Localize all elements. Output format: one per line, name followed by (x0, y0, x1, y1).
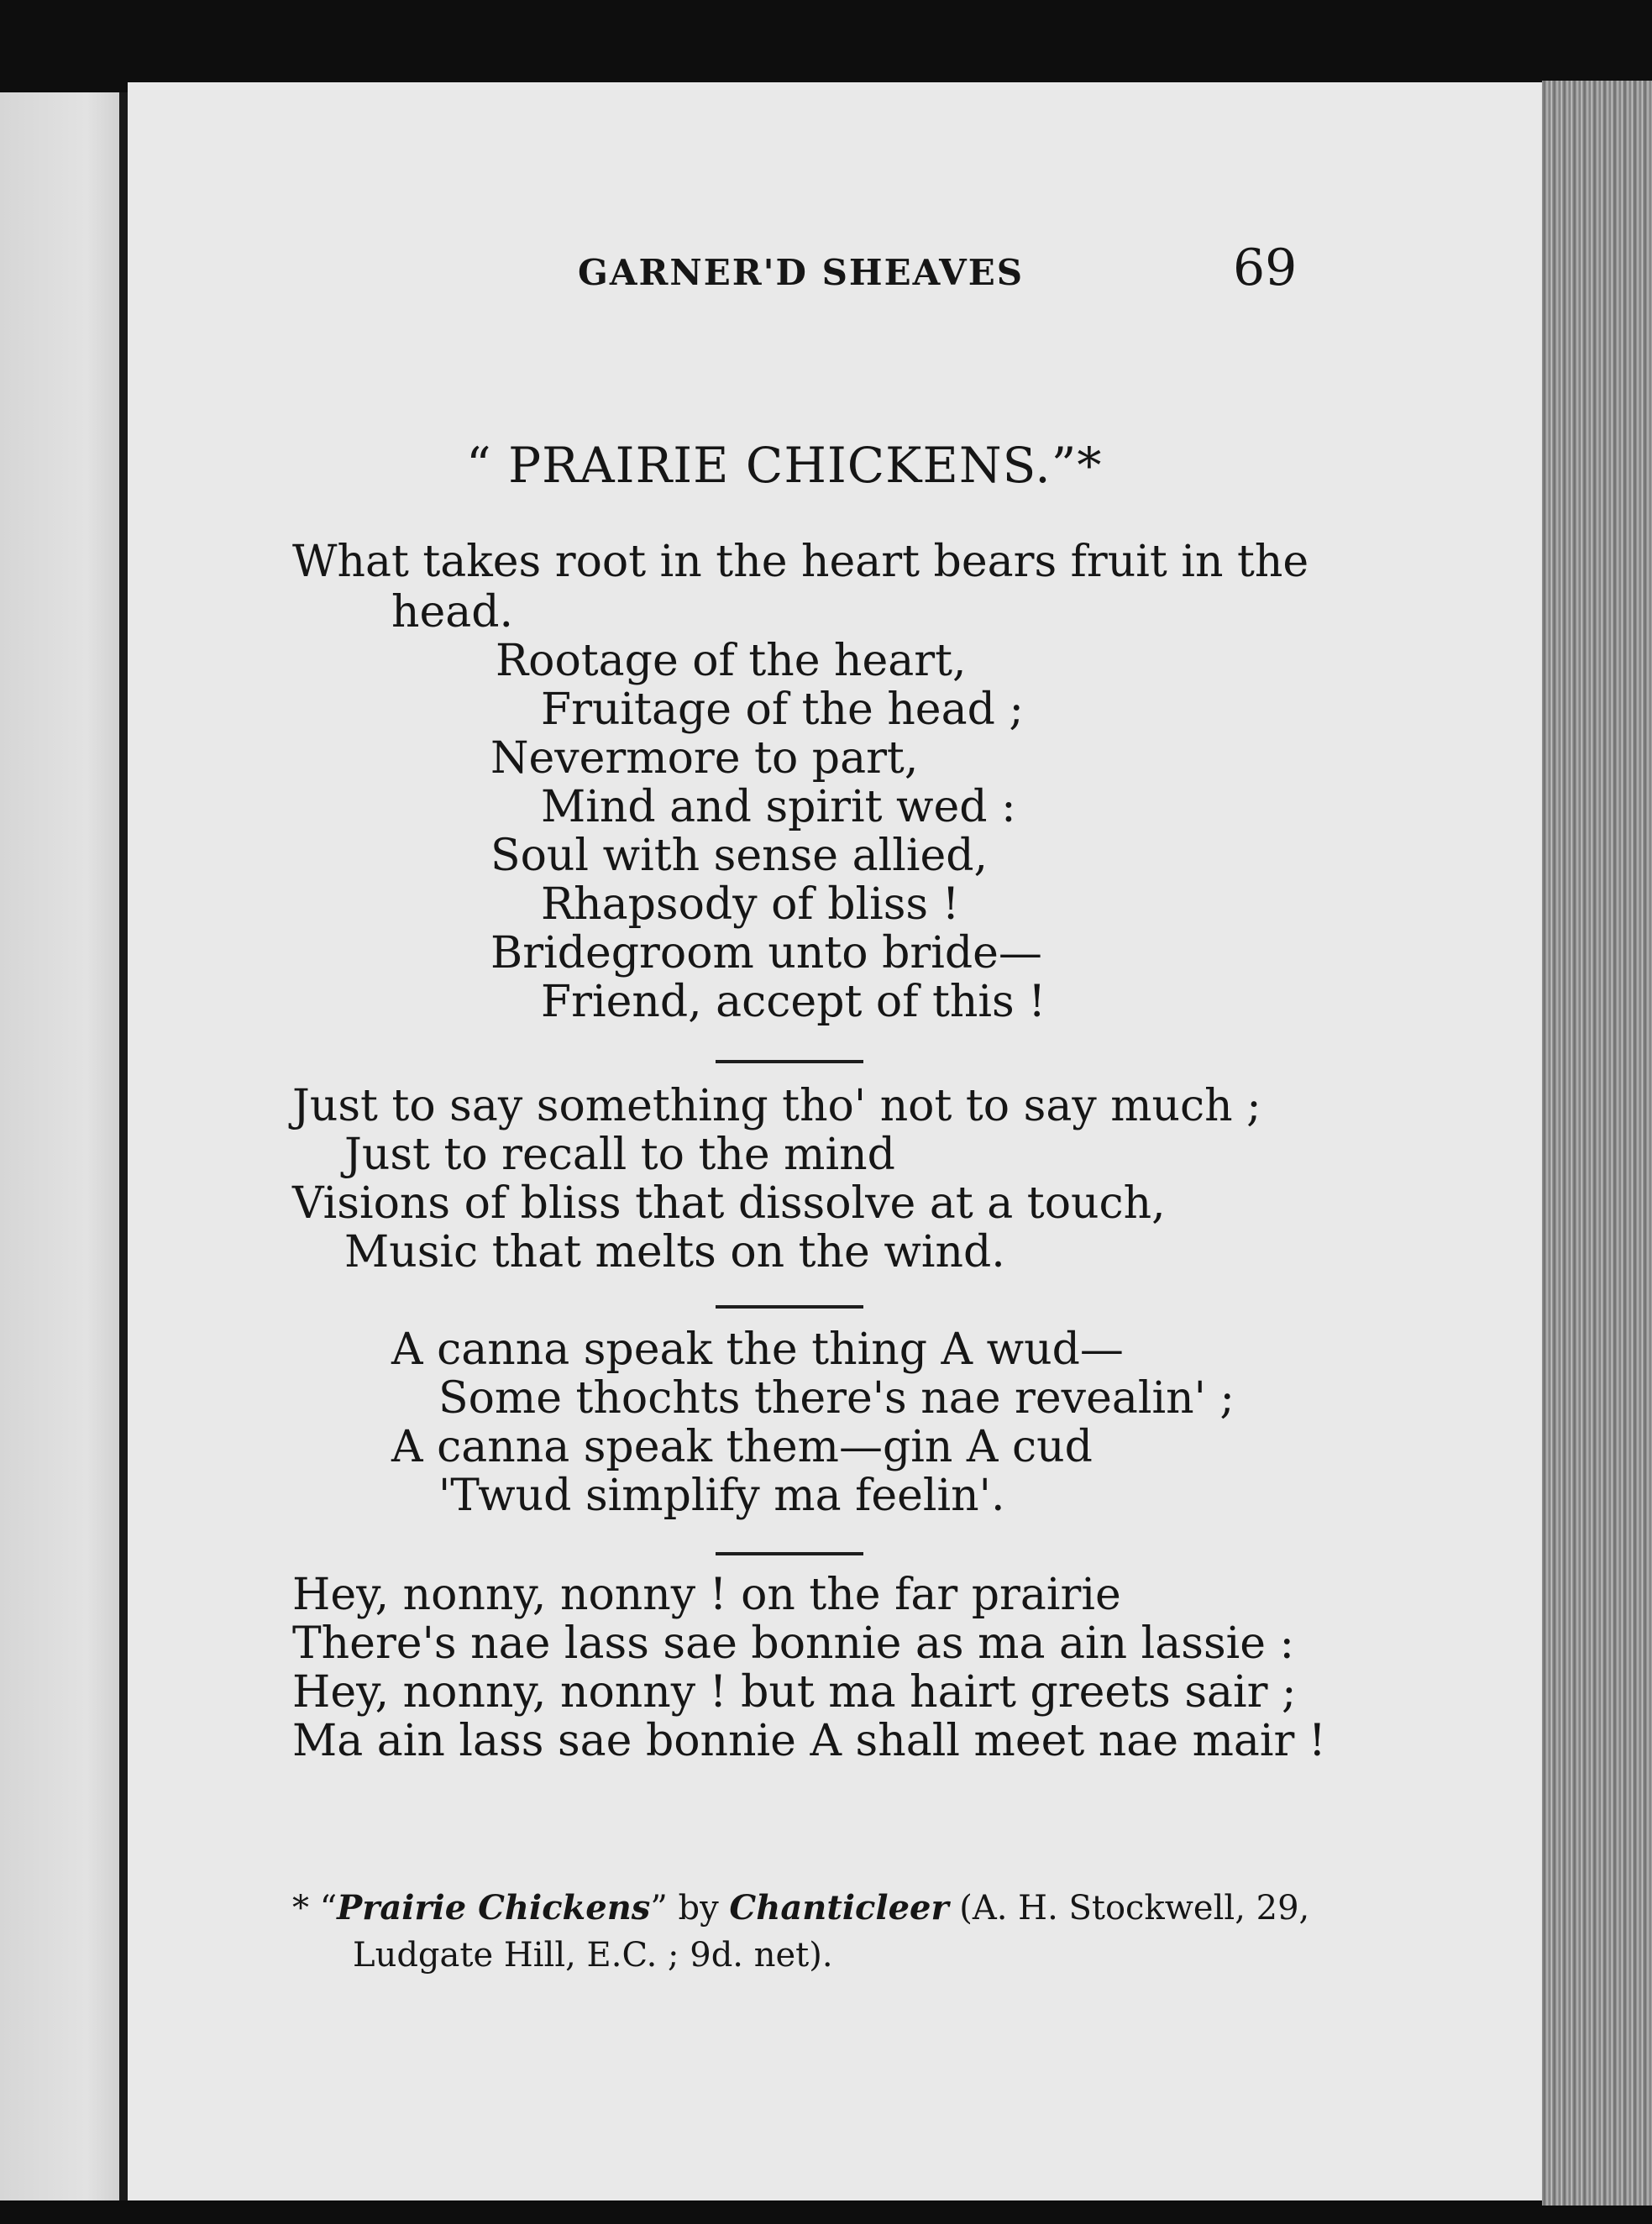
footnote-publisher: (A. H. Stockwell, 29, (948, 1889, 1310, 1928)
footnote-author: Chanticleer (729, 1888, 949, 1928)
verse-line: 'Twud simplify ma feelin'. (438, 1471, 1005, 1521)
book-gutter (119, 92, 128, 2200)
verse-line: Rhapsody of bliss ! (541, 879, 960, 930)
section-divider (716, 1552, 863, 1555)
footnote-line-1 (292, 1885, 1309, 1932)
verse-line: There's nae lass sae bonnie as ma ain lassie : (292, 1618, 1295, 1669)
page-number: 69 (1233, 239, 1298, 297)
verse-line: Some thochts there's nae revealin' ; (438, 1373, 1235, 1424)
verse-line: Rootage of the heart, (496, 636, 967, 686)
verse-line: Music that melts on the wind. (344, 1227, 1005, 1277)
verse-line: Visions of bliss that dissolve at a touch, (292, 1178, 1166, 1229)
section-divider (716, 1060, 863, 1063)
verse-line: Just to recall to the mind (344, 1130, 895, 1180)
verse-line: Just to say something tho' not to say much ; (292, 1081, 1261, 1131)
section-divider (716, 1305, 863, 1309)
verse-line: Hey, nonny, nonny ! on the far prairie (292, 1570, 1121, 1620)
verse-line: head. (391, 587, 514, 637)
footnote-mark: * “ (292, 1889, 338, 1928)
running-head: GARNER'D SHEAVES (578, 252, 1025, 293)
verse-line: Fruitage of the head ; (541, 685, 1024, 735)
verse-line: Friend, accept of this ! (541, 977, 1046, 1027)
left-facing-page-edge (0, 92, 124, 2200)
verse-line: Nevermore to part, (490, 733, 919, 784)
footnote-by: ” by (650, 1889, 730, 1928)
verse-line: Ma ain lass sae bonnie A shall meet nae mair ! (292, 1716, 1326, 1766)
verse-line: A canna speak the thing A wud— (391, 1324, 1124, 1375)
verse-line: A canna speak them—gin A cud (391, 1422, 1093, 1472)
verse-line: Hey, nonny, nonny ! but ma hairt greets sair ; (292, 1667, 1297, 1718)
verse-line: Soul with sense allied, (490, 831, 989, 881)
verse-line: What takes root in the heart bears fruit in the (292, 537, 1309, 587)
poem-title: “ PRAIRIE CHICKENS.”* (466, 437, 1103, 494)
footnote-line-2: Ludgate Hill, E.C. ; 9d. net). (353, 1936, 833, 1975)
verse-line: Bridegroom unto bride— (490, 928, 1042, 978)
footnote-book-title: Prairie Chickens (337, 1888, 651, 1928)
page-edge-stack (1542, 81, 1652, 2206)
verse-line: Mind and spirit wed : (541, 782, 1016, 832)
